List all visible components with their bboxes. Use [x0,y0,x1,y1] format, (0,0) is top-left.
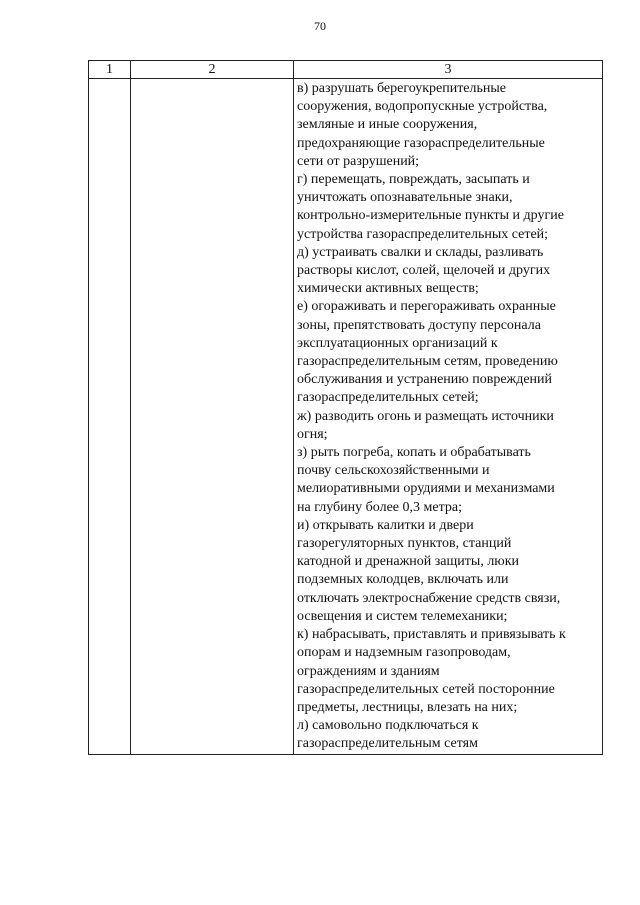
cell-column-1 [89,79,131,755]
column-header-3: 3 [294,61,603,79]
cell-column-3 [294,79,603,755]
table-row [89,79,603,755]
cell-column-2-text [131,79,293,80]
table-header-row [89,61,603,79]
document-table [88,60,603,755]
cell-column-1-text [89,79,130,80]
prohibited-actions-text: в) разрушать берегоукрепительные сооружения, водопропускные устройства, земляные и иные сооружения, предохраняющие газораспределительные сети от разрушений; г) перемещать, повреждать, засыпать и уничтожать опознавательные знаки, контрольно-измерительные пункты и другие устройства газораспределительных сетей; д) устраивать свалки и склады, разливать растворы кислот, солей, щелочей и других химически активных веществ; е) огораживать и перегораживать охранные зоны, препятствовать доступу персонала эксплуатационных организаций к газораспределительным сетям, проведению обслуживания и устранению повреждений газораспределительных сетей; ж) разводить огонь и размещать источники огня; з) рыть погреба, копать и обрабатывать почву сельскохозяйственными и мелиоративными орудиями и механизмами на глубину более 0,3 метра; и) открывать калитки и двери газорегуляторных пунктов, станций катодной и дренажной защиты, люки подземных колодцев, включать или отключать электроснабжение средств связи, освещения и систем телемеханики; к) набрасывать, приставлять и привязывать к опорам и надземным газопроводам, ограждениям и зданиям газораспределительных сетей посторонние предметы, лестницы, влезать на них; л) самовольно подключаться к газораспределительным сетям [297,81,566,752]
column-header-2: 2 [131,61,294,79]
cell-column-2 [131,79,294,755]
column-header-1: 1 [89,61,131,79]
page-number: 70 [314,19,326,33]
